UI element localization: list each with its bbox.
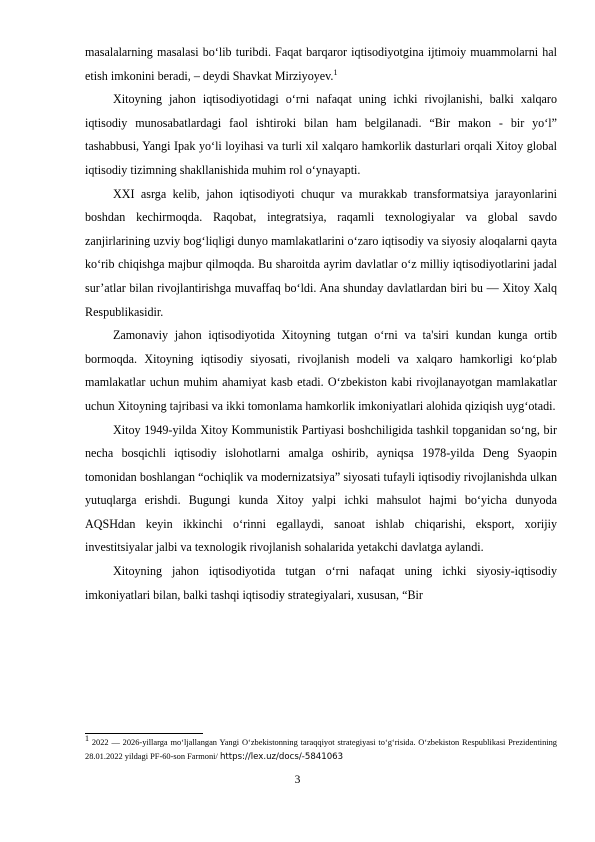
paragraph: Xitoy 1949-yilda Xitoy Kommunistik Partiyasi boshchiligida tashkil topganidan so‘ng, bir necha bosqichli iqtisodiy islohotlarni amalga oshirib, ayniqsa 1978-yilda Deng Syaopin tomonidan boshlangan “ochiqlik va modernizatsiya” siyosati tufayli iqtisodiy rivojlanishda ulkan yutuqlarga erishdi. Bugungi kunda Xitoy yalpi ichki mahsulot hajmi bo‘yicha dunyoda AQSHdan keyin ikkinchi o‘rinni egallaydi, sanoat ishlab chiqarishi, eksport, xorijiy investitsiyalar jalbi va texnologik rivojlanish sohalarida yetakchi davlatga aylandi. <box>85 422 557 555</box>
paragraph-text: masalalarning masalasi bo‘lib turibdi. Faqat barqaror iqtisodiyotgina ijtimoiy muammolarni hal etish imkonini beradi, – deydi Shavkat Mirziyoyev. <box>85 45 557 83</box>
paragraph: Xitoyning jahon iqtisodiyotida tutgan o‘rni nafaqat uning ichki siyosiy-iqtisodiy imkoniyatlari bilan, balki tashqi iqtisodiy strategiyalari, xususan, “Bir <box>85 564 557 602</box>
paragraph: XXI asrga kelib, jahon iqtisodiyoti chuqur va murakkab transformatsiya jarayonlarini boshdan kechirmoqda. Raqobat, integratsiya, raqamli texnologiyalar va global savdo zanjirlarining uzviy bog‘liqligi dunyo mamlakatlarini o‘zaro iqtisodiy va siyosiy aloqalarni qayta ko‘rib chiqishga majbur qilmoqda. Bu sharoitda ayrim davlatlar o‘z milliy iqtisodiyotlarini jadal sur’atlar bilan rivojlantirishga muvaffaq bo‘ldi. Ana shunday davlatlardan biri bu — Xitoy Xalq Respublikasidir. <box>85 186 557 319</box>
footnote-divider <box>85 733 203 734</box>
footnote-reference[interactable]: 1 <box>333 67 338 77</box>
page-number: 3 <box>294 774 301 786</box>
footnote <box>85 736 557 764</box>
footnote-link[interactable]: https://lex.uz/docs/-5841063 <box>219 751 344 762</box>
paragraph <box>85 41 557 88</box>
footnote-text: 2022 — 2026-yillarga mo‘ljallangan Yangi O‘zbekistonning taraqqiyot strategiyasi to‘g‘risida. O‘zbekiston Respublikasi Prezidentining 28.01.2022 yildagi PF-60-son Farmoni/ <box>85 738 557 761</box>
footnote-marker: 1 <box>85 734 89 744</box>
paragraph: Zamonaviy jahon iqtisodiyotida Xitoyning tutgan o‘rni va ta'siri kundan kunga ortib bormoqda. Xitoyning iqtisodiy siyosati, rivojlanish modeli va xalqaro hamkorligi ko‘plab mamlakatlar uchun muhim ahamiyat kasb etadi. O‘zbekiston kabi rivojlanayotgan mamlakatlar uchun Xitoyning tajribasi va ikki tomonlama hamkorlik imkoniyatlari alohida qiziqish uyg‘otadi. <box>85 328 557 413</box>
body-text <box>85 41 557 607</box>
paragraph: Xitoyning jahon iqtisodiyotidagi o‘rni nafaqat uning ichki rivojlanishi, balki xalqaro iqtisodiy munosabatlardagi faol ishtiroki bilan ham belgilanadi. “Bir makon - bir yo‘l” tashabbusi, Yangi Ipak yo‘li loyihasi va turli xil xalqaro hamkorlik dasturlari orqali Xitoy global iqtisodiy tizimning shakllanishida muhim rol o‘ynayapti. <box>85 92 557 177</box>
